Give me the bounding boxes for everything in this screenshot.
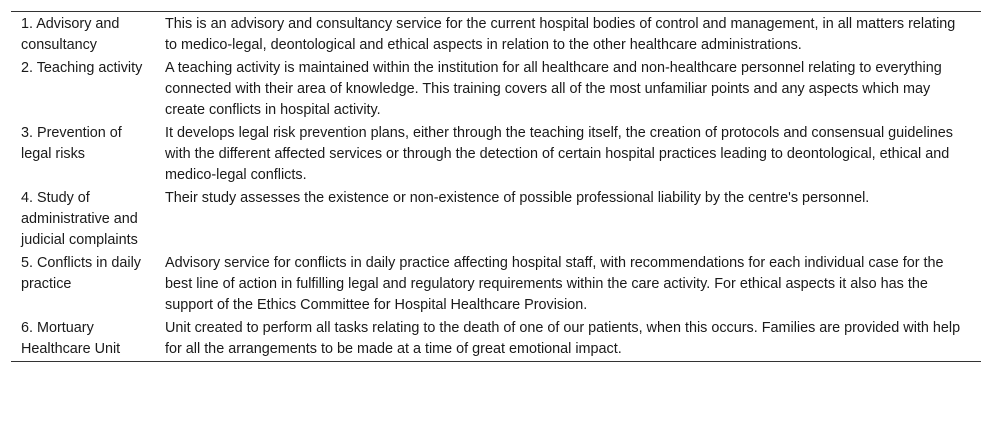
- table-row: [11, 122, 981, 187]
- service-name: 3. Prevention of legal risks: [21, 125, 122, 162]
- service-name: 1. Advisory and consultancy: [21, 16, 120, 53]
- service-name: 5. Conflicts in daily practice: [21, 255, 141, 292]
- table-row: [11, 252, 981, 317]
- service-description: This is an advisory and consultancy service for the current hospital bodies of control and management, in all matters relating to medico-legal, deontological and ethical aspects in relation to the other healthcare administrations.: [165, 16, 956, 53]
- table-row: [11, 187, 981, 252]
- service-description: Their study assesses the existence or non-existence of possible professional liability by the centre's personnel.: [165, 190, 870, 206]
- table-row: [11, 12, 981, 58]
- service-name: 6. Mortuary Healthcare Unit: [21, 320, 121, 357]
- table-row: [11, 57, 981, 122]
- service-name: 2. Teaching activity: [21, 60, 143, 76]
- service-description: Advisory service for conflicts in daily practice affecting hospital staff, with recommendations for each individual case for the best line of action in fulfilling legal and regulatory requirements within the care activity. For ethical aspects it also has the support of the Ethics Committee for Hospital Healthcare Provision.: [165, 255, 944, 313]
- service-description: A teaching activity is maintained within the institution for all healthcare and non-healthcare personnel relating to everything connected with their area of knowledge. This training covers all of the most unfamiliar points and any aspects which may create conflicts in hospital activity.: [165, 60, 942, 118]
- services-table: [11, 11, 981, 362]
- services-table-container: [11, 11, 981, 362]
- service-name: 4. Study of administrative and judicial complaints: [21, 190, 138, 248]
- table-row: [11, 317, 981, 362]
- service-description: It develops legal risk prevention plans, either through the teaching itself, the creation of protocols and consensual guidelines with the different affected services or through the detection of certain hospital practices leading to deontological, ethical and medico-legal conflicts.: [165, 125, 953, 183]
- service-description: Unit created to perform all tasks relating to the death of one of our patients, when this occurs. Families are provided with help for all the arrangements to be made at a time of great emotional impact.: [165, 320, 961, 357]
